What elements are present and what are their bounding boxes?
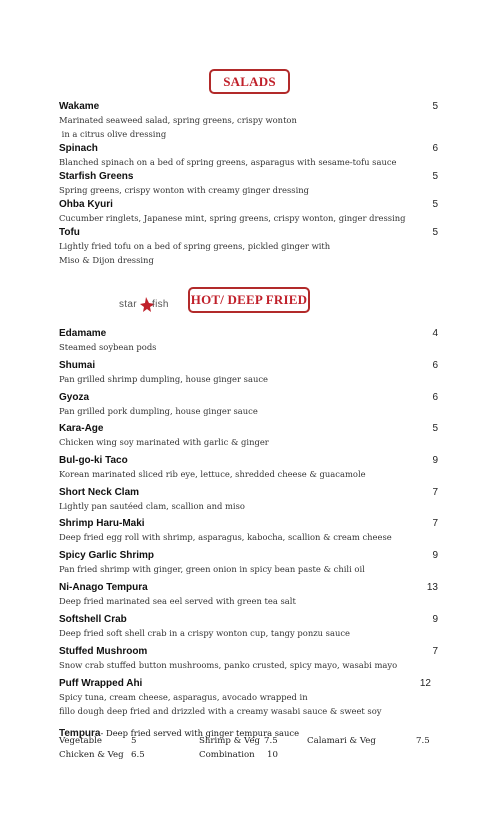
item-description: Spring greens, crispy wonton with creamy ginger dressing: [59, 185, 309, 195]
salad-item: [59, 142, 438, 169]
item-price: 6: [432, 143, 438, 154]
item-price: 5: [432, 227, 438, 238]
item-price: 7: [432, 487, 438, 498]
item-name: Ohba Kyuri: [59, 199, 113, 210]
salads-section-header: SALADS: [209, 69, 290, 94]
item-price: 5: [432, 423, 438, 434]
option-label: Combination: [199, 750, 255, 760]
item-price: 12: [419, 678, 431, 689]
item-description: Snow crab stuffed button mushrooms, panko crusted, spicy mayo, wasabi mayo: [59, 660, 398, 670]
item-description: Pan grilled pork dumpling, house ginger sauce: [59, 406, 258, 416]
hot-item: [59, 359, 438, 386]
item-description: Chicken wing soy marinated with garlic & ginger: [59, 437, 269, 447]
tempura-option: [59, 748, 124, 762]
item-description: Marinated seaweed salad, spring greens, crispy wonton in a citrus olive dressing: [59, 115, 297, 139]
starfish-logo-icon: [119, 296, 177, 312]
item-name: Shumai: [59, 360, 96, 371]
tempura-option: [199, 734, 260, 748]
item-description: Blanched spinach on a bed of spring greens, asparagus with sesame-tofu sauce: [59, 157, 397, 167]
hot-item: [59, 613, 438, 640]
item-name: Spicy Garlic Shrimp: [59, 550, 155, 561]
hot-item: [59, 454, 438, 481]
item-name: Puff Wrapped Ahi: [59, 678, 143, 689]
hot-item: [59, 677, 431, 718]
tempura-option-price: 7.5: [416, 736, 430, 746]
tempura-option-price: 5: [131, 736, 137, 746]
option-label: Vegetable: [59, 736, 103, 746]
tempura-option: [199, 748, 255, 762]
hot-item: [59, 422, 438, 449]
item-name: Bul-go-ki Taco: [59, 455, 128, 466]
item-description: Pan grilled shrimp dumpling, house ginger sauce: [59, 374, 269, 384]
hot-item: [59, 327, 438, 354]
item-price: 7: [432, 518, 438, 529]
item-price: 9: [432, 614, 438, 625]
item-price: 6: [432, 360, 438, 371]
item-name: Shrimp Haru-Maki: [59, 518, 145, 529]
salad-item: [59, 170, 438, 197]
item-description: Pan fried shrimp with ginger, green onion in spicy bean paste & chili oil: [59, 564, 365, 574]
item-price: 13: [426, 582, 438, 593]
item-name: Wakame: [59, 101, 100, 112]
item-price: 9: [432, 550, 438, 561]
item-price: 4: [432, 328, 438, 339]
item-price: 5: [432, 199, 438, 210]
option-label: Calamari & Veg: [307, 736, 376, 746]
item-description: Deep fried egg roll with shrimp, asparagus, kabocha, scallion & cream cheese: [59, 532, 392, 542]
item-description: Deep fried marinated sea eel served with green tea salt: [59, 596, 296, 606]
item-price: 7: [432, 646, 438, 657]
tempura-option-price: 6.5: [131, 750, 145, 760]
item-description: Lightly fried tofu on a bed of spring greens, pickled ginger with Miso & Dijon dressing: [59, 241, 331, 265]
item-description: Cucumber ringlets, Japanese mint, spring greens, crispy wonton, ginger dressing: [59, 213, 406, 223]
tempura-description: - Deep fried served with ginger tempura sauce: [100, 728, 300, 738]
salad-item: [59, 100, 438, 141]
item-price: 9: [432, 455, 438, 466]
item-description: Korean marinated sliced rib eye, lettuce, shredded cheese & guacamole: [59, 469, 366, 479]
item-name: Ni-Anago Tempura: [59, 582, 148, 593]
option-label: Chicken & Veg: [59, 750, 124, 760]
item-name: Gyoza: [59, 392, 90, 403]
hot-item: [59, 517, 438, 544]
item-name: Spinach: [59, 143, 98, 154]
hot-item: [59, 581, 438, 608]
item-name: Kara-Age: [59, 423, 104, 434]
hot-item: [59, 486, 438, 513]
item-name: Stuffed Mushroom: [59, 646, 148, 657]
tempura-title: Tempura: [59, 728, 101, 739]
salad-item: [59, 226, 438, 267]
tempura-option-price: 10: [267, 750, 278, 760]
item-description: Deep fried soft shell crab in a crispy wonton cup, tangy ponzu sauce: [59, 628, 351, 638]
item-name: Tofu: [59, 227, 80, 238]
option-label: Shrimp & Veg: [199, 736, 261, 746]
logo-text-fish: fish: [152, 299, 169, 310]
item-name: Starfish Greens: [59, 171, 134, 182]
item-description: Steamed soybean pods: [59, 342, 157, 352]
item-name: Short Neck Clam: [59, 487, 140, 498]
hot-item: [59, 391, 438, 418]
salad-item: [59, 198, 438, 225]
item-name: Softshell Crab: [59, 614, 127, 625]
item-name: Edamame: [59, 328, 107, 339]
tempura-option: [59, 734, 102, 748]
item-description: Spicy tuna, cream cheese, asparagus, avocado wrapped in fillo dough deep fried and drizzled with a creamy wasabi sauce & sweet soy: [59, 692, 382, 716]
tempura-option: [307, 734, 376, 748]
hot-section-header: HOT/ DEEP FRIED: [188, 287, 310, 313]
tempura-option-price: 7.5: [264, 736, 278, 746]
item-description: Lightly pan sautéed clam, scallion and miso: [59, 501, 245, 511]
item-price: 5: [432, 101, 438, 112]
hot-item: [59, 645, 438, 672]
logo-text-star: star: [119, 299, 137, 310]
item-price: 6: [432, 392, 438, 403]
item-price: 5: [432, 171, 438, 182]
hot-item: [59, 549, 438, 576]
